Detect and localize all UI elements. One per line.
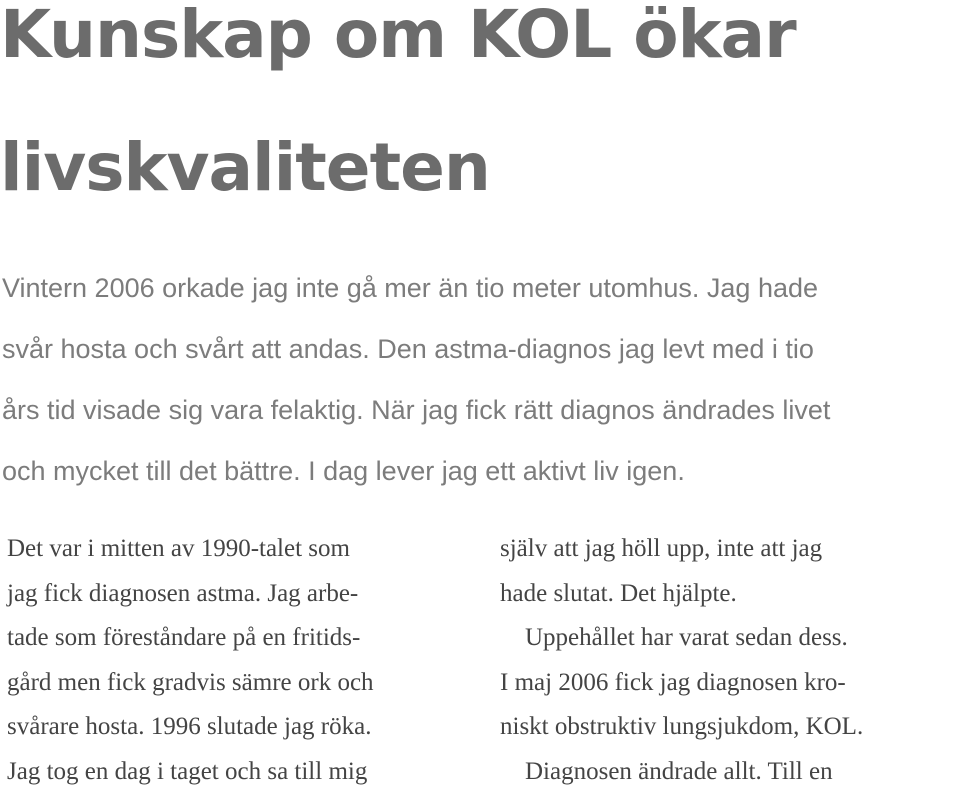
- lead-line: och mycket till det bättre. I dag lever jag ett aktivt liv igen.: [2, 441, 960, 502]
- article-headline: [0, 0, 796, 234]
- body-column-left: [7, 527, 374, 794]
- lead-line: svår hosta och svårt att andas. Den astma-diagnos jag levt med i tio: [2, 319, 960, 380]
- body-line: Diagnosen ändrade allt. Till en: [500, 750, 863, 794]
- body-line: hade slutat. Det hjälpte.: [500, 572, 863, 617]
- headline-line: Kunskap om KOL ökar: [0, 0, 796, 101]
- body-line: Uppehållet har varat sedan dess.: [500, 616, 863, 661]
- body-line: niskt obstruktiv lungsjukdom, KOL.: [500, 705, 863, 750]
- lead-line: Vintern 2006 orkade jag inte gå mer än tio meter utomhus. Jag hade: [2, 258, 960, 319]
- body-line: Jag tog en dag i taget och sa till mig: [7, 750, 374, 794]
- body-column-right: [500, 527, 863, 794]
- article-lead: [2, 258, 960, 502]
- body-line: svårare hosta. 1996 slutade jag röka.: [7, 705, 374, 750]
- body-line: I maj 2006 fick jag diagnosen kro-: [500, 661, 863, 706]
- body-line: gård men fick gradvis sämre ork och: [7, 661, 374, 706]
- lead-line: års tid visade sig vara felaktig. När jag fick rätt diagnos ändrades livet: [2, 380, 960, 441]
- body-line: Det var i mitten av 1990-talet som: [7, 527, 374, 572]
- body-line: själv att jag höll upp, inte att jag: [500, 527, 863, 572]
- body-line: jag fick diagnosen astma. Jag arbe-: [7, 572, 374, 617]
- body-line: tade som föreståndare på en fritids-: [7, 616, 374, 661]
- headline-line: livskvaliteten: [0, 101, 796, 234]
